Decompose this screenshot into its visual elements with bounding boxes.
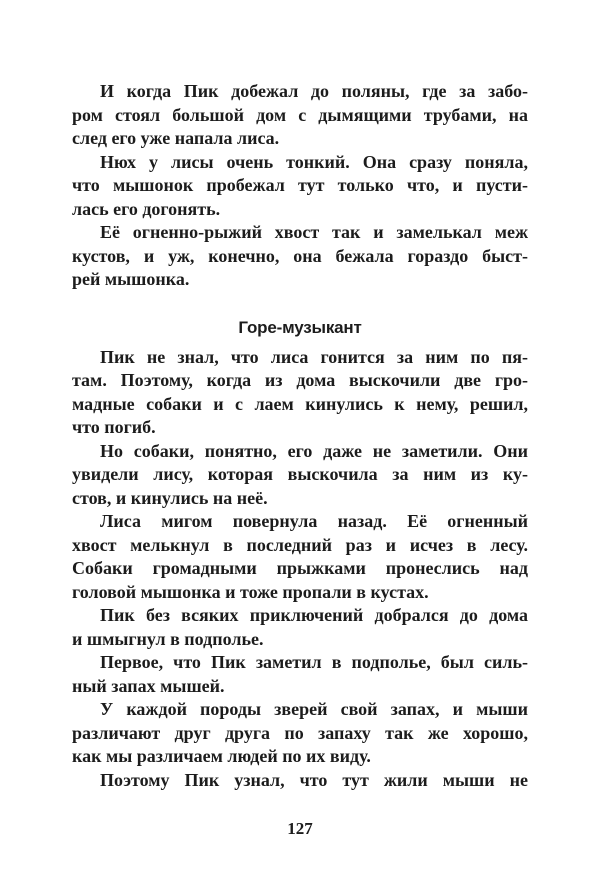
text-line: след его уже напала лиса. bbox=[72, 128, 280, 148]
text-line: И когда Пик добежал до поляны, где за забо- bbox=[100, 81, 528, 101]
text-line: различают друг друга по запаху так же хорошо, bbox=[72, 722, 528, 743]
paragraph bbox=[72, 221, 528, 292]
text-line: головой мышонка и тоже пропали в кустах. bbox=[72, 581, 429, 602]
paragraph bbox=[72, 346, 528, 440]
text-line: Нюх у лисы очень тонкий. Она сразу поняла, bbox=[100, 151, 528, 172]
text-line: Лиса мигом повернула назад. Её огненный bbox=[100, 511, 528, 531]
text-line: стов, и кинулись на неё. bbox=[72, 487, 268, 508]
chapter-heading: Горе-музыкант bbox=[238, 317, 362, 337]
paragraph bbox=[72, 698, 528, 769]
paragraph bbox=[72, 440, 528, 511]
text-before-heading bbox=[72, 80, 528, 292]
text-line: ром стоял большой дом с дымящими трубами, на bbox=[72, 104, 528, 125]
text-line: увидели лису, которая выскочила за ним из ку- bbox=[72, 464, 528, 484]
text-line: Но собаки, понятно, его даже не заметили. Они bbox=[100, 440, 528, 461]
text-line: Пик без всяких приключений добрался до дома bbox=[100, 605, 528, 625]
paragraph bbox=[72, 604, 528, 651]
paragraph bbox=[72, 769, 528, 793]
text-line: ный запах мышей. bbox=[72, 675, 225, 696]
text-after-heading bbox=[72, 346, 528, 793]
text-line: У каждой породы зверей свой запах, и мыши bbox=[100, 699, 528, 719]
text-line: рей мышонка. bbox=[72, 269, 190, 289]
text-line: Пик не знал, что лиса гонится за ним по пя- bbox=[100, 346, 528, 367]
text-line: Поэтому Пик узнал, что тут жили мыши не bbox=[100, 769, 528, 790]
paragraph bbox=[72, 510, 528, 604]
book-page bbox=[72, 80, 528, 840]
paragraph bbox=[72, 80, 528, 151]
text-line: кустов, и уж, конечно, она бежала гораздо быст- bbox=[72, 245, 528, 266]
text-line: мадные собаки и с лаем кинулись к нему, решил, bbox=[72, 393, 528, 414]
text-line: хвост мелькнул в последний раз и исчез в лесу. bbox=[72, 534, 528, 555]
paragraph bbox=[72, 151, 528, 222]
text-line: лась его догонять. bbox=[72, 198, 221, 219]
text-line: Первое, что Пик заметил в подполье, был силь- bbox=[100, 652, 528, 672]
text-line: Собаки громадными прыжками пронеслись над bbox=[72, 558, 528, 578]
page-number: 127 bbox=[287, 819, 313, 838]
text-line: что погиб. bbox=[72, 417, 156, 437]
text-line: Её огненно-рыжий хвост так и замелькал меж bbox=[100, 222, 528, 242]
text-line: там. Поэтому, когда из дома выскочили две гро- bbox=[72, 370, 528, 390]
text-line: что мышонок пробежал тут только что, и пусти- bbox=[72, 175, 528, 195]
text-line: и шмыгнул в подполье. bbox=[72, 628, 264, 649]
text-line: как мы различаем людей по их виду. bbox=[72, 746, 371, 766]
paragraph bbox=[72, 651, 528, 698]
